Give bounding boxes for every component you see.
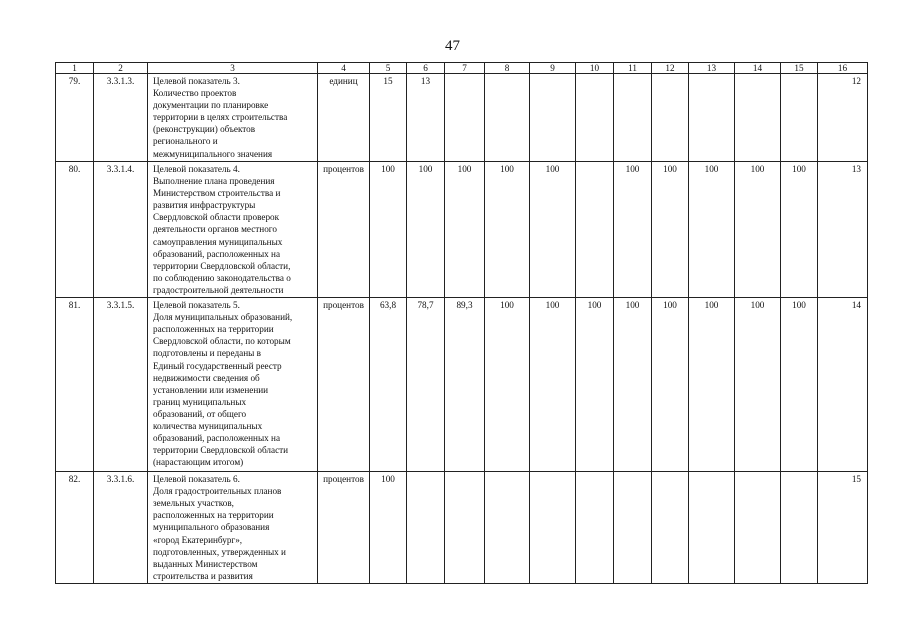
description-line: подготовлены и переданы в: [153, 348, 261, 359]
description-line: подготовленных, утвержденных и: [153, 546, 286, 557]
description-line: строительства и развития: [153, 570, 253, 581]
description-line: Целевой показатель 3.: [153, 76, 240, 86]
description-line: межмуниципального значения: [153, 148, 273, 159]
value-cell: 100: [485, 162, 530, 298]
value-cell: 100: [370, 162, 407, 298]
column-header-7: 7: [445, 63, 485, 74]
value-cell: 100: [781, 162, 818, 298]
value-cell: [485, 472, 530, 584]
description-line: градостроительной деятельности: [153, 284, 284, 295]
column-header-10: 10: [576, 63, 614, 74]
description-line: количества муниципальных: [153, 420, 263, 431]
value-cell: 100: [407, 162, 445, 298]
column-header-11: 11: [614, 63, 652, 74]
description-line: (реконструкции) объектов: [153, 124, 256, 135]
table-body: [56, 74, 868, 584]
description-line: развития инфраструктуры: [153, 200, 256, 211]
row-number-cell: 79.: [56, 74, 94, 162]
target-cell: 14: [818, 298, 868, 472]
description-line: Единый государственный реестр: [153, 360, 282, 371]
description-line: границ муниципальных: [153, 396, 247, 407]
column-header-4: 4: [318, 63, 370, 74]
column-header-9: 9: [530, 63, 576, 74]
description-line: образований, расположенных на: [153, 248, 281, 259]
column-header-16: 16: [818, 63, 868, 74]
value-cell: [614, 74, 652, 162]
description-line: расположенных на территории: [153, 510, 274, 521]
description-line: Целевой показатель 5.: [153, 300, 240, 311]
value-cell: 100: [781, 298, 818, 472]
description-line: Доля градостроительных планов: [153, 486, 282, 497]
value-cell: [781, 472, 818, 584]
description-line: Доля муниципальных образований,: [153, 312, 293, 323]
code-cell: 3.3.1.4.: [94, 162, 148, 298]
row-number-cell: 82.: [56, 472, 94, 584]
value-cell: [530, 74, 576, 162]
value-cell: [445, 472, 485, 584]
value-cell: 100: [485, 298, 530, 472]
value-cell: [689, 74, 735, 162]
value-cell: 100: [735, 162, 781, 298]
value-cell: 100: [530, 162, 576, 298]
value-cell: 100: [689, 298, 735, 472]
description-line: территории в целях строительства: [153, 112, 288, 123]
unit-cell: процентов: [318, 162, 370, 298]
description-line: документации по планировке: [153, 100, 269, 111]
value-cell: 15: [370, 74, 407, 162]
table-row: [56, 162, 868, 298]
table-row: [56, 472, 868, 584]
unit-cell: процентов: [318, 298, 370, 472]
value-cell: [407, 472, 445, 584]
description-line: установлении или изменении: [153, 384, 269, 395]
description-line: (нарастающим итогом): [153, 457, 244, 468]
description-line: территории Свердловской области,: [153, 260, 291, 271]
description-line: Свердловской области, по которым: [153, 336, 291, 347]
value-cell: [576, 162, 614, 298]
value-cell: 100: [445, 162, 485, 298]
description-line: территории Свердловской области: [153, 445, 289, 456]
value-cell: [445, 74, 485, 162]
target-cell: 13: [818, 162, 868, 298]
description-line: расположенных на территории: [153, 324, 274, 335]
value-cell: 100: [614, 298, 652, 472]
description-cell: [148, 472, 318, 584]
row-number-cell: 80.: [56, 162, 94, 298]
page-number: 47: [445, 38, 460, 54]
value-cell: [652, 472, 689, 584]
table-row: [56, 74, 868, 162]
column-header-15: 15: [781, 63, 818, 74]
value-cell: 100: [614, 162, 652, 298]
column-header-3: 3: [148, 63, 318, 74]
value-cell: [576, 472, 614, 584]
description-line: Количество проектов: [153, 88, 237, 99]
unit-cell: процентов: [318, 472, 370, 584]
value-cell: [485, 74, 530, 162]
description-line: образований, от общего: [153, 408, 247, 419]
description-line: самоуправления муниципальных: [153, 236, 283, 247]
description-line: Целевой показатель 4.: [153, 164, 240, 174]
description-line: по соблюдению законодательства о: [153, 272, 291, 283]
value-cell: 100: [652, 298, 689, 472]
value-cell: [614, 472, 652, 584]
column-header-8: 8: [485, 63, 530, 74]
header-row: [56, 63, 868, 74]
column-header-2: 2: [94, 63, 148, 74]
value-cell: 100: [530, 298, 576, 472]
value-cell: 100: [652, 162, 689, 298]
description-line: недвижимости сведения об: [153, 372, 260, 383]
code-cell: 3.3.1.3.: [94, 74, 148, 162]
description-line: Министерством строительства и: [153, 188, 281, 199]
value-cell: [735, 74, 781, 162]
column-header-1: 1: [56, 63, 94, 74]
description-cell: [148, 74, 318, 162]
value-cell: [689, 472, 735, 584]
value-cell: [735, 472, 781, 584]
value-cell: [652, 74, 689, 162]
description-line: «город Екатеринбург»,: [153, 534, 243, 545]
column-header-5: 5: [370, 63, 407, 74]
description-line: деятельности органов местного: [153, 224, 277, 235]
value-cell: 63,8: [370, 298, 407, 472]
description-line: земельных участков,: [153, 498, 234, 509]
description-line: Свердловской области проверок: [153, 212, 280, 223]
column-header-12: 12: [652, 63, 689, 74]
description-line: Целевой показатель 6.: [153, 474, 240, 485]
code-cell: 3.3.1.6.: [94, 472, 148, 584]
row-number-cell: 81.: [56, 298, 94, 472]
description-line: Выполнение плана проведения: [153, 176, 275, 187]
description-line: выданных Министерством: [153, 558, 258, 569]
unit-cell: единиц: [318, 74, 370, 162]
value-cell: [530, 472, 576, 584]
value-cell: 89,3: [445, 298, 485, 472]
value-cell: 78,7: [407, 298, 445, 472]
description-cell: [148, 298, 318, 472]
table-row: [56, 298, 868, 472]
description-line: регионального и: [153, 136, 218, 147]
value-cell: 100: [576, 298, 614, 472]
target-cell: 15: [818, 472, 868, 584]
column-header-13: 13: [689, 63, 735, 74]
value-cell: 100: [370, 472, 407, 584]
indicators-table: [55, 62, 868, 584]
value-cell: 100: [735, 298, 781, 472]
code-cell: 3.3.1.5.: [94, 298, 148, 472]
value-cell: 100: [689, 162, 735, 298]
description-line: муниципального образования: [153, 522, 270, 533]
target-cell: 12: [818, 74, 868, 162]
description-cell: [148, 162, 318, 298]
value-cell: [781, 74, 818, 162]
description-line: образований, расположенных на: [153, 433, 281, 444]
value-cell: [576, 74, 614, 162]
column-header-14: 14: [735, 63, 781, 74]
value-cell: 13: [407, 74, 445, 162]
column-header-6: 6: [407, 63, 445, 74]
